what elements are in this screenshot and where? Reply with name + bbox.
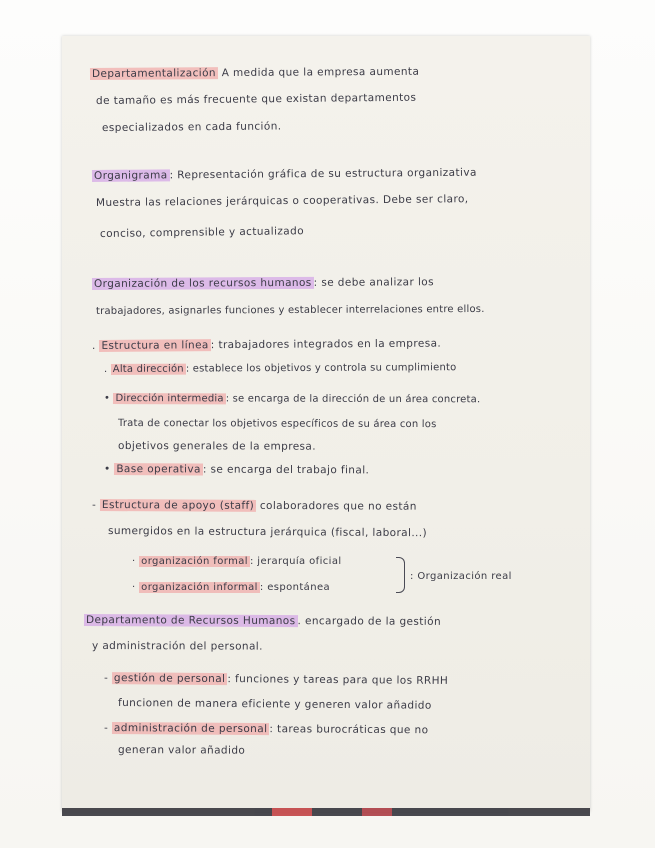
bullet: · bbox=[132, 556, 140, 567]
note-line-10 bbox=[104, 362, 456, 375]
note-text: A medida que la empresa aumenta bbox=[217, 65, 420, 80]
note-line-15 bbox=[92, 499, 417, 513]
note-line-11 bbox=[104, 393, 480, 405]
notebook-edge bbox=[62, 808, 590, 816]
note-line-19 bbox=[84, 614, 441, 628]
note-line-16: sumergidos en la estructura jerárquica (fiscal, laboral...) bbox=[107, 525, 428, 540]
note-line-2: de tamaño es más frecuente que existan departamentos bbox=[95, 91, 417, 107]
note-line-14 bbox=[104, 463, 369, 476]
note-line-24: generan valor añadido bbox=[117, 744, 246, 757]
note-line-18 bbox=[132, 582, 330, 593]
bullet: · bbox=[132, 582, 140, 593]
note-text: : jerarquía oficial bbox=[249, 556, 342, 567]
term-direccion-intermedia: Dirección intermedia bbox=[115, 393, 224, 405]
note-text: colaboradores que no están bbox=[256, 499, 417, 513]
note-line-23 bbox=[104, 722, 428, 736]
bullet: • bbox=[103, 393, 114, 405]
term-organigrama: Organigrama bbox=[93, 169, 168, 182]
note-organizacion-real: : Organización real bbox=[410, 571, 512, 582]
note-line-5: Muestra las relaciones jerárquicas o cooperativas. Debe ser claro, bbox=[95, 193, 469, 209]
term-estructura-en-linea: Estructura en línea bbox=[101, 339, 209, 352]
note-text: : trabajadores integrados en la empresa. bbox=[210, 337, 442, 352]
note-line-20: y administración del personal. bbox=[91, 640, 263, 653]
bullet: . bbox=[91, 339, 100, 352]
term-organizacion-formal: organización formal bbox=[141, 556, 248, 567]
note-line-7 bbox=[92, 276, 434, 290]
note-text: : se encarga de la dirección de un área concreta. bbox=[225, 393, 481, 406]
term-gestion-de-personal: gestión de personal bbox=[113, 672, 226, 686]
note-line-12: Trata de conectar los objetivos específicos de su área con los bbox=[117, 418, 437, 431]
term-estructura-de-apoyo: Estructura de apoyo (staff) bbox=[101, 499, 255, 512]
note-text: : Representación gráfica de su estructura organizativa bbox=[169, 166, 477, 182]
term-base-operativa: Base operativa bbox=[116, 463, 201, 476]
note-text: : establece los objetivos y controla su cumplimiento bbox=[185, 362, 457, 375]
red-tab bbox=[272, 808, 312, 816]
bullet: - bbox=[91, 499, 100, 512]
note-text: . encargado de la gestión bbox=[297, 615, 442, 628]
note-line-13: objetivos generales de la empresa. bbox=[117, 440, 317, 453]
bullet: - bbox=[103, 672, 112, 685]
term-alta-direccion: Alta dirección bbox=[112, 363, 184, 375]
term-administracion-de-personal: administración de personal bbox=[113, 722, 268, 736]
red-tab bbox=[362, 808, 392, 816]
bullet: • bbox=[103, 463, 115, 476]
note-text: : se debe analizar los bbox=[313, 276, 434, 289]
bullet: - bbox=[103, 722, 112, 735]
note-text: : espontánea bbox=[259, 582, 331, 593]
term-organizacion-rrhh: Organización de los recursos humanos bbox=[93, 276, 312, 290]
bullet: . bbox=[103, 363, 111, 375]
note-line-3: especializados en cada función. bbox=[101, 120, 282, 134]
note-line-1 bbox=[90, 66, 419, 80]
note-line-8: trabajadores, asignarles funciones y establecer interrelaciones entre ellos. bbox=[95, 303, 485, 317]
note-line-6: conciso, comprensible y actualizado bbox=[99, 225, 305, 240]
note-line-17 bbox=[132, 556, 342, 567]
curly-brace bbox=[396, 557, 405, 593]
note-line-9 bbox=[92, 338, 441, 352]
note-line-22: funcionen de manera eficiente y generen valor añadido bbox=[117, 697, 432, 712]
note-text: : funciones y tareas para que los RRHH bbox=[227, 673, 449, 688]
note-text: : tareas burocráticas que no bbox=[269, 723, 429, 737]
term-organizacion-informal: organización informal bbox=[141, 582, 258, 593]
term-departamentalizacion: Departamentalización bbox=[91, 67, 217, 80]
note-text: : se encarga del trabajo final. bbox=[202, 463, 370, 477]
term-departamento-rrhh: Departamento de Recursos Humanos bbox=[84, 614, 298, 627]
